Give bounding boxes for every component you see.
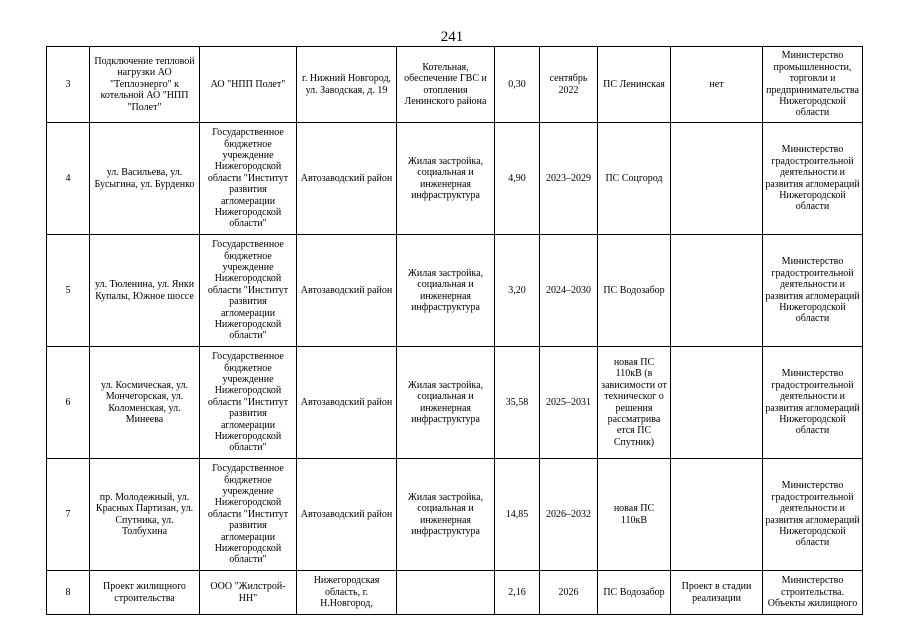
document-table — [46, 46, 863, 615]
cell-power: 4,90 — [495, 123, 540, 235]
cell-name: Проект жилищного строительства — [90, 571, 200, 615]
cell-number: 5 — [47, 235, 90, 347]
cell-status — [671, 123, 763, 235]
cell-power: 14,85 — [495, 459, 540, 571]
page-number: 241 — [440, 29, 464, 45]
cell-status — [671, 347, 763, 459]
cell-number: 4 — [47, 123, 90, 235]
cell-power: 3,20 — [495, 235, 540, 347]
cell-term: 2026 — [540, 571, 598, 615]
table-row — [47, 235, 863, 347]
cell-power: 2,16 — [495, 571, 540, 615]
cell-organization: Государственное бюджетное учреждение Нижегородской области "Институт развития агломерации Нижегородской области" — [200, 347, 297, 459]
cell-organization: Государственное бюджетное учреждение Нижегородской области "Институт развития агломерации Нижегородской области" — [200, 235, 297, 347]
cell-location: Автозаводский район — [297, 347, 397, 459]
cell-number: 7 — [47, 459, 90, 571]
cell-term: 2025–2031 — [540, 347, 598, 459]
cell-ministry: Министерство строительства. Объекты жилищного — [763, 571, 863, 615]
cell-number: 3 — [47, 47, 90, 123]
cell-location: Автозаводский район — [297, 235, 397, 347]
cell-location: Автозаводский район — [297, 459, 397, 571]
cell-term: 2026–2032 — [540, 459, 598, 571]
cell-ministry: Министерство градостроительной деятельности и развития агломераций Нижегородской области — [763, 123, 863, 235]
cell-ministry: Министерство градостроительной деятельности и развития агломераций Нижегородской области — [763, 459, 863, 571]
cell-power: 0,30 — [495, 47, 540, 123]
cell-term: сентябрь 2022 — [540, 47, 598, 123]
table-row — [47, 347, 863, 459]
cell-number: 8 — [47, 571, 90, 615]
cell-name: пр. Молодежный, ул. Красных Партизан, ул. Спутника, ул. Толбухина — [90, 459, 200, 571]
cell-location: Нижегородская область, г. Н.Новгород, — [297, 571, 397, 615]
cell-name: Подключение тепловой нагрузки АО "Теплоэнерго" к котельной АО "НПП "Полет" — [90, 47, 200, 123]
cell-purpose: Жилая застройка, социальная и инженерная инфраструктура — [397, 459, 495, 571]
table-row — [47, 47, 863, 123]
cell-location: г. Нижний Новгород, ул. Заводская, д. 19 — [297, 47, 397, 123]
cell-organization: Государственное бюджетное учреждение Нижегородской области "Институт развития агломерации Нижегородской области" — [200, 459, 297, 571]
cell-term: 2023–2029 — [540, 123, 598, 235]
cell-status — [671, 235, 763, 347]
cell-purpose: Жилая застройка, социальная и инженерная инфраструктура — [397, 235, 495, 347]
cell-substation: ПС Ленинская — [598, 47, 671, 123]
cell-purpose: Жилая застройка, социальная и инженерная инфраструктура — [397, 347, 495, 459]
cell-substation: ПС Водозабор — [598, 235, 671, 347]
cell-substation: ПС Соцгород — [598, 123, 671, 235]
cell-organization: ООО "Жилстрой-НН" — [200, 571, 297, 615]
cell-purpose — [397, 571, 495, 615]
table-row — [47, 571, 863, 615]
cell-ministry: Министерство промышленности, торговли и предпринимательства Нижегородской области — [763, 47, 863, 123]
table-row — [47, 459, 863, 571]
cell-substation: новая ПС 110кВ (в зависимости от техническог о решения рассматрива ется ПС Спутник) — [598, 347, 671, 459]
cell-number: 6 — [47, 347, 90, 459]
cell-location: Автозаводский район — [297, 123, 397, 235]
cell-organization: АО "НПП Полет" — [200, 47, 297, 123]
cell-term: 2024–2030 — [540, 235, 598, 347]
cell-power: 35,58 — [495, 347, 540, 459]
cell-substation: ПС Водозабор — [598, 571, 671, 615]
cell-ministry: Министерство градостроительной деятельности и развития агломераций Нижегородской области — [763, 235, 863, 347]
cell-name: ул. Тюленина, ул. Янки Купалы, Южное шоссе — [90, 235, 200, 347]
cell-purpose: Котельная, обеспечение ГВС и отопления Ленинского района — [397, 47, 495, 123]
cell-organization: Государственное бюджетное учреждение Нижегородской области "Институт развития агломерации Нижегородской области" — [200, 123, 297, 235]
table-row — [47, 123, 863, 235]
cell-ministry: Министерство градостроительной деятельности и развития агломераций Нижегородской области — [763, 347, 863, 459]
cell-substation: новая ПС 110кВ — [598, 459, 671, 571]
cell-status — [671, 459, 763, 571]
cell-status: нет — [671, 47, 763, 123]
cell-name: ул. Космическая, ул. Мончегорская, ул. Коломенская, ул. Минеева — [90, 347, 200, 459]
cell-name: ул. Васильева, ул. Бусыгина, ул. Бурденко — [90, 123, 200, 235]
cell-purpose: Жилая застройка, социальная и инженерная инфраструктура — [397, 123, 495, 235]
cell-status: Проект в стадии реализации — [671, 571, 763, 615]
